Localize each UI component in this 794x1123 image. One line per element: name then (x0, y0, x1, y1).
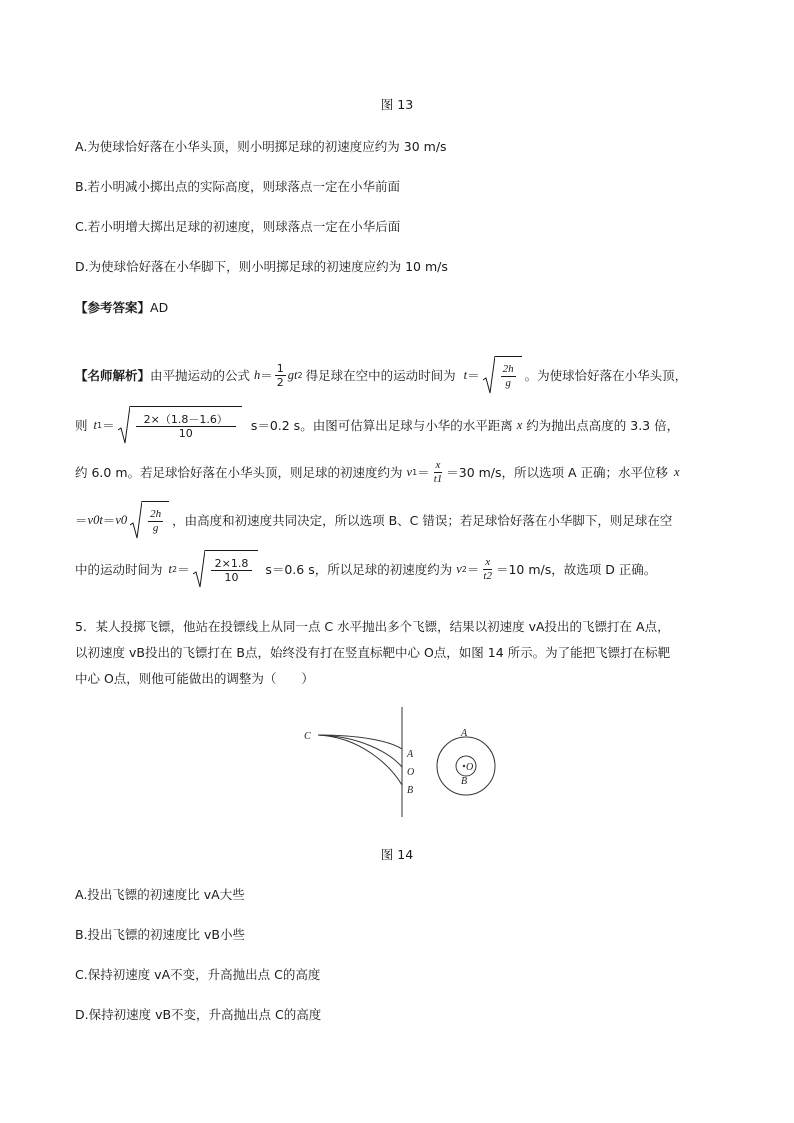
fraction-denominator: g (505, 377, 511, 389)
q5-stem-line-1: 5．某人投掷飞镖，他站在投镖线上从同一点 C 水平抛出多个飞镖，结果以初速度 vA投出的飞镖打在 A点， (75, 619, 670, 634)
analysis-text: ＝10 m/s，故选项 D 正确。 (495, 562, 657, 577)
target-center-dot (463, 765, 465, 767)
radical-sign-icon (130, 501, 142, 539)
analysis-text: ＝30 m/s，所以选项 A 正确；水平位移 (446, 465, 669, 480)
analysis-line-3: 约 6.0 m。若足球恰好落在小华头顶，则足球的初速度约为 v 1 ＝ $\frac{x}{t1}$ ＝30 m/s，所以选项 A 正确；水平位移 x (75, 458, 680, 485)
target-label-a: A (461, 728, 468, 739)
math-superscript: 2 (297, 370, 303, 380)
figure-13-caption: 图 13 (380, 97, 414, 112)
answer-value: AD (150, 300, 169, 315)
fraction-denominator: 2 (276, 375, 284, 389)
radical-sign-icon (483, 356, 495, 394)
analysis-line-2: 则 t 1 ＝ $\frac{2\times(1.8-1.6)}{10}$ s＝0.2 s。由图可估算出足球与小华的水平距离 x 约为抛出点高度的 3.3 倍， (75, 405, 679, 445)
math-op: ＝ (75, 513, 88, 528)
analysis-text: 中的运动时间为 (75, 562, 163, 577)
fraction-denominator: g (152, 522, 159, 534)
fraction (481, 557, 494, 582)
analysis-text: 约为抛出点高度的 3.3 倍， (526, 418, 680, 433)
q5-option-d: D.保持初速度 vB不变，升高抛出点 C的高度 (75, 1007, 322, 1022)
math-var: t (168, 561, 172, 576)
fraction (432, 460, 445, 485)
math-var: t (294, 367, 298, 382)
figure-14 (290, 705, 510, 820)
analysis-text: 得足球在空中的运动时间为 (305, 368, 456, 383)
fraction-numerator: x (435, 458, 441, 471)
radical-sign-icon (118, 406, 130, 444)
math-var: t (463, 367, 468, 382)
analysis-text: ，由高度和初速度共同决定，所以选项 B、C 错误；若足球恰好落在小华脚下，则足球在空 (172, 513, 673, 528)
target-label-o: O (466, 762, 474, 773)
math-op: ＝ (260, 368, 273, 383)
q4-option-b: B.若小明减小掷出点的实际高度，则球落点一定在小华前面 (75, 179, 401, 194)
math-var: x (516, 417, 523, 432)
analysis-line-5: 中的运动时间为 t 2 ＝ $\frac{2\times 1.8}{10}$ s＝0.6 s，所以足球的初速度约为 v 2 ＝ $\frac{x}{t2}$ ＝10 m/s，故选项 D 正确。 (75, 549, 656, 589)
q5-option-a: A.投出飞镖的初速度比 vA大些 (75, 887, 245, 902)
fraction-numerator: 2×1.8 (211, 558, 253, 571)
reference-answer (75, 298, 168, 316)
label-a: A (407, 749, 414, 760)
trajectory-b (318, 735, 402, 785)
q4-option-a: A.为使球恰好落在小华头顶，则小明掷足球的初速度应约为 30 m/s (75, 139, 447, 154)
q5-option-b: B.投出飞镖的初速度比 vB小些 (75, 927, 245, 942)
analysis-text: 。为使球恰好落在小华头顶， (524, 368, 688, 383)
trajectory-o (318, 735, 402, 767)
q5-stem-line-2: 以初速度 vB投出的飞镖打在 B点，始终没有打在竖直标靶中心 O点，如图 14 所示。为了能把飞镖打在标靶 (75, 645, 671, 660)
math-subscript: 2 (172, 564, 178, 574)
label-c: C (304, 731, 311, 742)
analysis-line-4 (75, 500, 672, 540)
fraction-numerator: x (485, 555, 491, 568)
figure-14-caption: 图 14 (380, 847, 414, 862)
math-var: v (456, 561, 462, 576)
math-var: x (674, 464, 680, 479)
sqrt-expression (483, 356, 522, 394)
math-var: h (254, 367, 261, 382)
fraction-denominator: t2 (483, 569, 492, 582)
fraction-denominator: t1 (433, 472, 443, 485)
fraction-denominator: 10 (178, 427, 193, 440)
analysis-text: s＝0.2 s。由图可估算出足球与小华的水平距离 (250, 418, 513, 433)
math-subscript: 2 (461, 564, 467, 574)
analysis-text: 由平抛运动的公式 (150, 368, 251, 383)
fraction-numerator: 2h (150, 508, 162, 520)
analysis-line-1: 【名师解析】 由平抛运动的公式 h ＝ $\frac{1}{2}$ g t 2 得足球在空中的运动时间为 t ＝ $\frac{2h}{g}$ 。为使球恰好落在小华头顶， (75, 355, 687, 395)
answer-label: 【参考答案】 (75, 300, 151, 315)
math-subscript: 1 (412, 467, 418, 477)
q4-option-d: D.为使球恰好落在小华脚下，则小明掷足球的初速度应约为 10 m/s (75, 259, 448, 274)
sqrt-expression (118, 406, 242, 444)
q4-option-c: C.若小明增大掷出足球的初速度，则球落点一定在小华后面 (75, 219, 401, 234)
sqrt-expression (130, 501, 169, 539)
target-label-b: B (461, 776, 468, 787)
fraction-denominator: 10 (224, 571, 239, 584)
fraction-numerator: 1 (276, 361, 284, 375)
fraction (275, 363, 286, 388)
analysis-text: s＝0.6 s，所以足球的初速度约为 (265, 562, 453, 577)
analysis-label: 【名师解析】 (75, 368, 151, 383)
label-b: B (407, 785, 414, 796)
math-op: ＝ (102, 513, 116, 528)
fraction-numerator: 2×（1.8－1.6） (136, 414, 236, 427)
radical-sign-icon (193, 550, 205, 588)
q5-stem-line-3: 中心 O点，则他可能做出的调整为（ ） (75, 671, 314, 686)
q5-option-c: C.保持初速度 vA不变，升高抛出点 C的高度 (75, 967, 321, 982)
sqrt-expression (193, 550, 259, 588)
math-var: t (93, 417, 97, 432)
label-o: O (407, 767, 415, 778)
math-var: g (287, 367, 295, 382)
math-var: v0 (115, 512, 128, 527)
fraction-numerator: 2h (502, 363, 514, 375)
math-expression: v0t (87, 512, 103, 527)
analysis-text: 则 (75, 418, 88, 433)
analysis-text: 约 6.0 m。若足球恰好落在小华头顶，则足球的初速度约为 (75, 465, 403, 480)
math-var: v (406, 464, 413, 479)
math-subscript: 1 (97, 420, 103, 430)
